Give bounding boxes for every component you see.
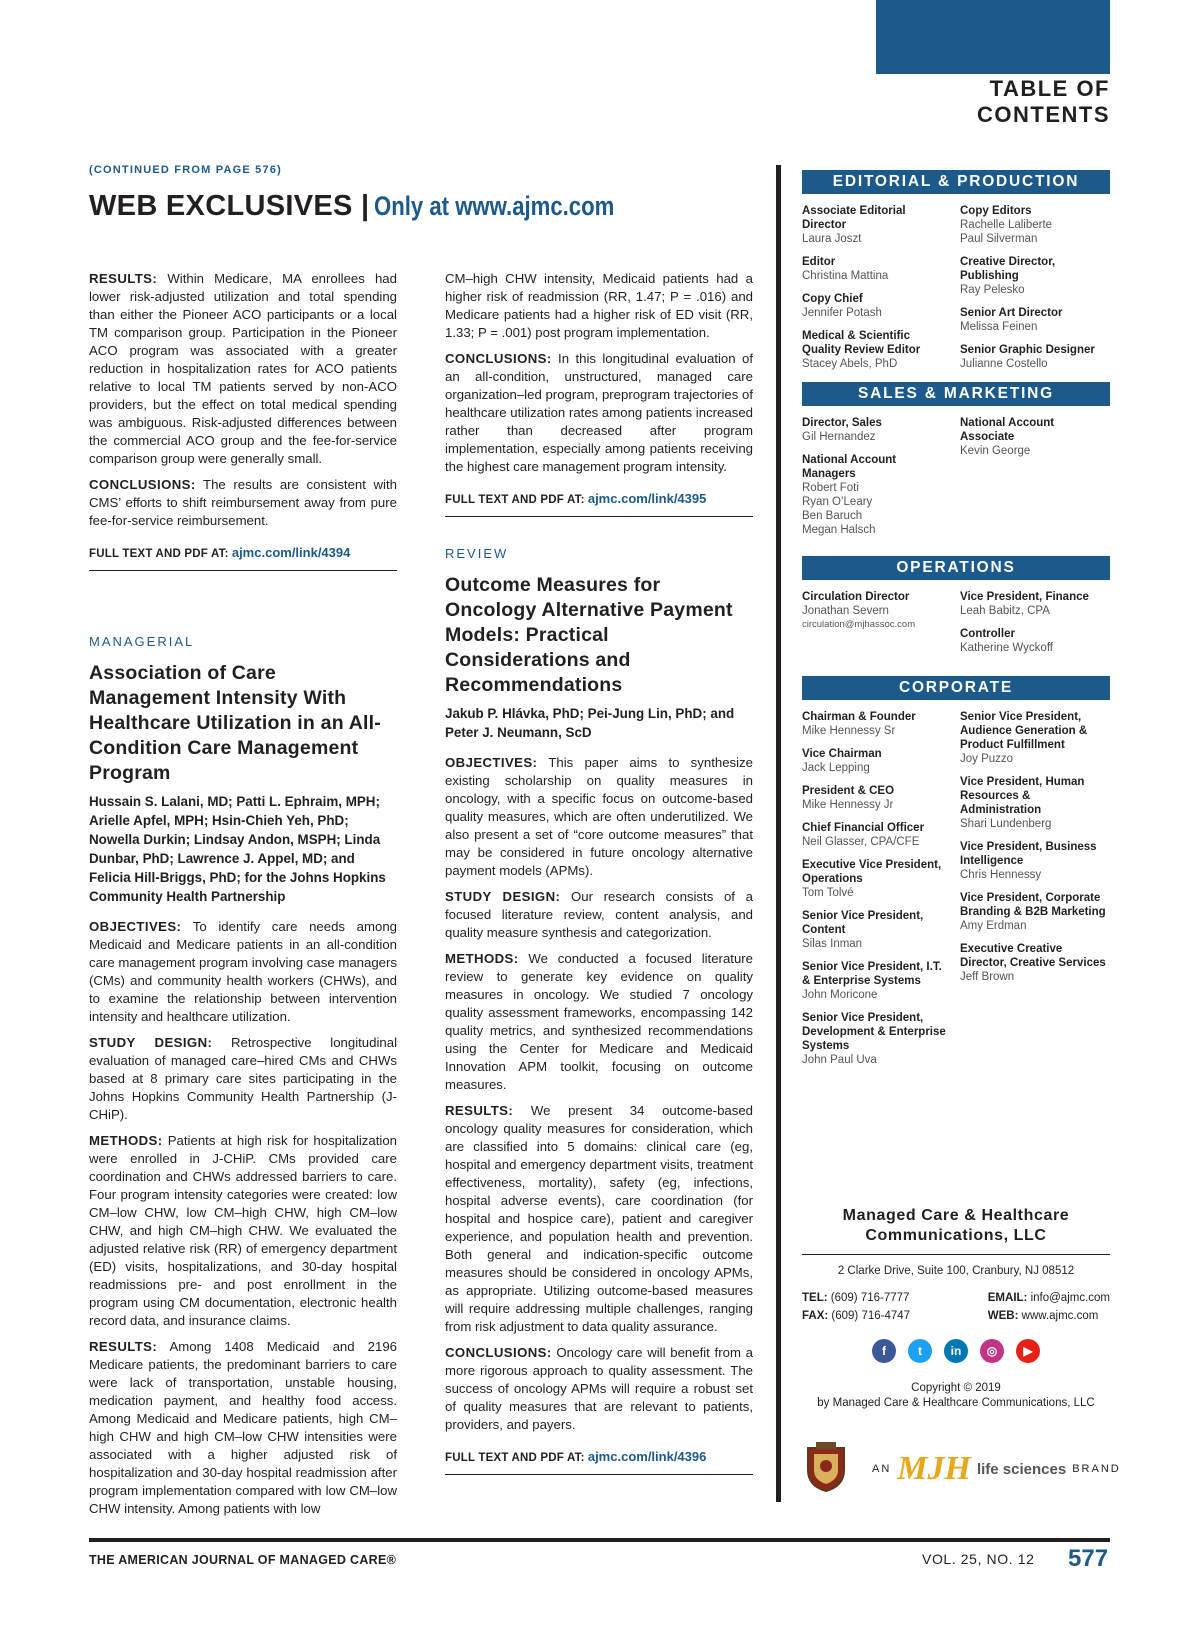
staff-role: Chairman & Founder bbox=[802, 711, 916, 723]
methods-label: METHODS: bbox=[445, 951, 519, 966]
twitter-icon[interactable]: t bbox=[908, 1339, 932, 1363]
continued-text: CM–high CHW intensity, Medicaid patients had a higher risk of readmission (RR, 1.47; P = .016) and Medicare patients had a higher risk of ED visit (RR, 1.33; P = .001) post program implementation. bbox=[445, 271, 753, 340]
study-design-label: STUDY DESIGN: bbox=[89, 1035, 213, 1050]
full-text-label: FULL TEXT AND PDF AT: bbox=[445, 1452, 585, 1464]
conclusions-label: CONCLUSIONS: bbox=[445, 1345, 552, 1360]
brand-text bbox=[872, 1452, 1121, 1486]
staff-name: Ray Pelesko bbox=[960, 284, 1025, 296]
masthead-section-corporate bbox=[802, 676, 1110, 1076]
copyright bbox=[802, 1381, 1110, 1411]
staff-entry bbox=[960, 627, 1110, 655]
staff-role: Medical & Scientific Quality Review Editor bbox=[802, 330, 921, 356]
volume-issue: VOL. 25, NO. 12 bbox=[922, 1551, 1035, 1567]
article-column-2 bbox=[445, 270, 753, 1475]
masthead-heading: OPERATIONS bbox=[802, 556, 1110, 580]
staff-role: Controller bbox=[960, 628, 1015, 640]
web-value[interactable]: www.ajmc.com bbox=[1021, 1310, 1099, 1322]
methods-label: METHODS: bbox=[89, 1133, 163, 1148]
staff-role: Vice Chairman bbox=[802, 748, 882, 760]
full-text-link-row bbox=[445, 1448, 753, 1475]
full-text-link-row bbox=[89, 544, 397, 571]
email-label: EMAIL: bbox=[987, 1292, 1028, 1304]
abstract-paragraph bbox=[445, 950, 753, 1094]
results-text: Among 1408 Medicaid and 2196 Medicare patients, the predominant barriers to care were lack of transportation, unstable housing, medication payment, and healthy food access. Among Medicaid and Medicare patients, high CM–high CHW and high CM–low CHW intensities were associated with a higher adjusted risk of hospitalization and 30-day hospital readmission after program implementation compared with low CM–low CHW intensity. Among patients with low bbox=[89, 1339, 397, 1516]
column-divider bbox=[776, 165, 781, 1502]
study-design-text: Retrospective longitudinal evaluation of managed care–hired CMs and CHWs based at 8 primary care sites participating in the Johns Hopkins Community Health Partnership (J-CHiP). bbox=[89, 1035, 398, 1122]
staff-name: Chris Hennessy bbox=[960, 869, 1042, 881]
brand-word: BRAND bbox=[1072, 1463, 1121, 1475]
contact-col-right bbox=[988, 1289, 1110, 1325]
staff-entry bbox=[802, 1011, 952, 1067]
journal-name: THE AMERICAN JOURNAL OF MANAGED CARE® bbox=[89, 1553, 397, 1567]
study-design-text: Our research consists of a focused literature review, content analysis, and quality measure synthesis and categorization. bbox=[445, 889, 753, 940]
masthead-heading: CORPORATE bbox=[802, 676, 1110, 700]
linkedin-icon[interactable]: in bbox=[944, 1339, 968, 1363]
staff-role: Creative Director, Publishing bbox=[960, 256, 1056, 282]
tel-row bbox=[802, 1289, 910, 1307]
continued-note: (CONTINUED FROM PAGE 576) bbox=[89, 164, 282, 176]
tel-label: TEL: bbox=[802, 1292, 828, 1304]
staff-role: Senior Art Director bbox=[960, 307, 1063, 319]
staff-name: Shari Lundenberg bbox=[960, 818, 1052, 830]
article-authors: Hussain S. Lalani, MD; Patti L. Ephraim, MPH; Arielle Apfel, MPH; Hsin-Chieh Yeh, PhD; Nowella Durkin; Lindsay Andon, MSPH; Linda Dunbar, PhD; Lawrence J. Appel, MD; and Felicia Hill-Briggs, PhD; for the Johns Hopkins Community Health Partnership bbox=[89, 794, 386, 904]
web-exclusives-title: WEB EXCLUSIVES | bbox=[89, 190, 370, 222]
abstract-paragraph bbox=[445, 1344, 753, 1434]
methods-text: We conducted a focused literature review to generate key evidence on quality measures in oncology. We studied 7 oncology quality assessment frameworks, encompassing 142 quality metrics, and synthesized recommendations using the Center for Medicare and Medicaid Innovation APM toolkit, focusing on outcome measures. bbox=[445, 951, 754, 1092]
objectives-label: OBJECTIVES: bbox=[445, 755, 538, 770]
masthead-column bbox=[802, 416, 952, 546]
staff-name: Amy Erdman bbox=[960, 920, 1027, 932]
staff-entry bbox=[802, 453, 952, 537]
staff-role: Copy Editors bbox=[960, 205, 1032, 217]
article-column-1 bbox=[89, 270, 397, 1526]
staff-name: Rachelle Laliberte Paul Silverman bbox=[960, 219, 1053, 245]
objectives-text: This paper aims to synthesize existing scholarship on quality measures in oncology, with a specific focus on outcome-based quality measures, which are often underutilized. We also present a set of “core outcome measures” that may be considered in future oncology alternative payment models (APMs). bbox=[445, 755, 753, 878]
abstract-paragraph bbox=[445, 270, 753, 342]
staff-entry bbox=[802, 329, 952, 371]
staff-name: Jeff Brown bbox=[960, 971, 1015, 983]
fax-value: (609) 716-4747 bbox=[831, 1310, 911, 1322]
staff-name: Melissa Feinen bbox=[960, 321, 1038, 333]
staff-role: Vice President, Finance bbox=[960, 591, 1089, 603]
abstract-paragraph bbox=[445, 754, 753, 880]
full-text-label: FULL TEXT AND PDF AT: bbox=[89, 548, 229, 560]
section-label: REVIEW bbox=[445, 546, 509, 561]
staff-entry bbox=[960, 942, 1110, 984]
staff-role: Chief Financial Officer bbox=[802, 822, 925, 834]
abstract-paragraph bbox=[89, 1034, 397, 1124]
staff-role: Editor bbox=[802, 256, 836, 268]
masthead-column bbox=[960, 416, 1110, 546]
company-address: 2 Clarke Drive, Suite 100, Cranbury, NJ 08512 bbox=[837, 1265, 1075, 1277]
company-info bbox=[802, 1206, 1110, 1411]
masthead-grid bbox=[802, 580, 1110, 664]
masthead-section-sales bbox=[802, 382, 1110, 546]
staff-role: National Account Associate bbox=[960, 417, 1055, 443]
abstract-paragraph bbox=[445, 1102, 753, 1336]
conclusions-text: In this longitudinal evaluation of an all-condition, unstructured, managed care organization–led program, preprogram trajectories of healthcare utilization rates among patients increased rather than decreased after program implementation, especially among patients receiving the highest care management program intensity. bbox=[445, 351, 753, 474]
results-label: RESULTS: bbox=[445, 1103, 514, 1118]
staff-name: Mike Hennessy Sr bbox=[802, 725, 896, 737]
staff-entry bbox=[802, 590, 952, 631]
web-label: WEB: bbox=[987, 1310, 1019, 1322]
staff-name: Christina Mattina bbox=[802, 270, 889, 282]
staff-email[interactable]: circulation@mjhassoc.com bbox=[802, 619, 916, 630]
tel-value: (609) 716-7777 bbox=[830, 1292, 910, 1304]
masthead-column bbox=[960, 204, 1110, 380]
staff-entry bbox=[960, 343, 1110, 371]
staff-name: Jonathan Severn bbox=[802, 605, 889, 617]
staff-entry bbox=[802, 204, 952, 246]
masthead-grid bbox=[802, 700, 1110, 1076]
staff-name: Kevin George bbox=[960, 445, 1031, 457]
conclusions-text: The results are consistent with CMS’ efforts to shift reimbursement away from pure fee-for-service reimbursement. bbox=[89, 477, 397, 528]
staff-role: Senior Vice President, Content bbox=[802, 910, 924, 936]
staff-name: Katherine Wyckoff bbox=[960, 642, 1054, 654]
masthead-grid bbox=[802, 194, 1110, 380]
staff-entry bbox=[802, 416, 952, 444]
staff-name: Stacey Abels, PhD bbox=[802, 358, 898, 370]
staff-role: Executive Vice President, Operations bbox=[802, 859, 942, 885]
staff-entry bbox=[802, 960, 952, 1002]
staff-entry bbox=[802, 292, 952, 320]
section-label: MANAGERIAL bbox=[89, 634, 195, 649]
staff-entry bbox=[960, 840, 1110, 882]
contact-col-left bbox=[802, 1289, 910, 1325]
masthead-section-operations bbox=[802, 556, 1110, 664]
masthead-heading: SALES & MARKETING bbox=[802, 382, 1110, 406]
staff-name: Julianne Costello bbox=[960, 358, 1048, 370]
staff-role: Vice President, Business Intelligence bbox=[960, 841, 1097, 867]
email-value[interactable]: info@ajmc.com bbox=[1030, 1292, 1110, 1304]
staff-role: Copy Chief bbox=[802, 293, 863, 305]
page-number: 577 bbox=[1068, 1545, 1109, 1572]
masthead-grid bbox=[802, 406, 1110, 546]
full-text-link-row bbox=[445, 490, 753, 517]
contact-details bbox=[802, 1289, 1110, 1325]
objectives-label: OBJECTIVES: bbox=[89, 919, 182, 934]
masthead-column bbox=[802, 710, 952, 1076]
abstract-paragraph bbox=[89, 918, 397, 1026]
staff-entry bbox=[802, 747, 952, 775]
staff-name: Mike Hennessy Jr bbox=[802, 799, 894, 811]
company-name: Managed Care & Healthcare Communications, LLC bbox=[802, 1206, 1110, 1255]
article-authors: Jakub P. Hlávka, PhD; Pei-Jung Lin, PhD; and Peter J. Neumann, ScD bbox=[445, 706, 735, 740]
abstract-paragraph bbox=[445, 350, 753, 476]
staff-role: Vice President, Corporate Branding & B2B Marketing bbox=[960, 892, 1106, 918]
abstract-paragraph bbox=[89, 1338, 397, 1518]
brand-an: AN bbox=[872, 1463, 892, 1475]
abstract-paragraph bbox=[89, 270, 397, 468]
copyright-line: by Managed Care & Healthcare Communications, LLC bbox=[817, 1397, 1095, 1409]
methods-text: Patients at high risk for hospitalization were enrolled in J-CHiP. CMs provided care coordination and CHWs addressed barriers to care. Four program intensity categories were created: low CM–low CHW, low CM–high CHW, high CM–low CHW, and high CM–high CHW. We evaluated the adjusted relative risk (RR) of emergency department (ED) visits, hospitalizations, and 30-day hospital readmissions pre- and post enrollment in the program using CM documentation, electronic health record data, and insurance claims. bbox=[89, 1133, 397, 1328]
web-exclusives-subtitle: Only at www.ajmc.com bbox=[373, 191, 615, 221]
full-text-link[interactable]: ajmc.com/link/4396 bbox=[587, 1449, 707, 1464]
staff-name: Jack Lepping bbox=[802, 762, 870, 774]
staff-entry bbox=[960, 416, 1110, 458]
staff-entry bbox=[960, 590, 1110, 618]
staff-name: John Moricone bbox=[802, 989, 878, 1001]
table-of-contents-title: TABLE OF CONTENTS bbox=[977, 76, 1110, 127]
masthead-column bbox=[802, 204, 952, 380]
staff-role: National Account Managers bbox=[802, 454, 897, 480]
staff-name: Laura Joszt bbox=[802, 233, 862, 245]
results-label: RESULTS: bbox=[89, 1339, 158, 1354]
header-color-tab bbox=[876, 0, 1110, 74]
full-text-link[interactable]: ajmc.com/link/4394 bbox=[231, 545, 351, 560]
staff-role: Executive Creative Director, Creative Services bbox=[960, 943, 1106, 969]
objectives-text: To identify care needs among Medicaid and Medicare patients in an all-condition care management program involving case managers (CMs) and community health workers (CHWs), and to examine the relationship between intervention intensity and healthcare utilization. bbox=[89, 919, 397, 1024]
staff-entry bbox=[802, 255, 952, 283]
youtube-icon[interactable]: ▶ bbox=[1016, 1339, 1040, 1363]
abstract-paragraph bbox=[89, 1132, 397, 1330]
masthead-heading: EDITORIAL & PRODUCTION bbox=[802, 170, 1110, 194]
staff-name: John Paul Uva bbox=[802, 1054, 877, 1066]
staff-role: Vice President, Human Resources & Administration bbox=[960, 776, 1085, 816]
conclusions-label: CONCLUSIONS: bbox=[89, 477, 196, 492]
conclusions-label: CONCLUSIONS: bbox=[445, 351, 552, 366]
abstract-paragraph bbox=[445, 888, 753, 942]
staff-name: Jennifer Potash bbox=[802, 307, 882, 319]
staff-entry bbox=[960, 306, 1110, 334]
staff-entry bbox=[960, 775, 1110, 831]
study-design-label: STUDY DESIGN: bbox=[445, 889, 561, 904]
facebook-icon[interactable]: f bbox=[872, 1339, 896, 1363]
brand-block bbox=[802, 1440, 1121, 1496]
staff-role: Senior Graphic Designer bbox=[960, 344, 1095, 356]
fax-row bbox=[802, 1307, 910, 1325]
results-text: We present 34 outcome-based oncology quality measures for consideration, which are classified into 5 domains: clinical care (eg, hospital and emergency department visits, treatment effectiveness, mortality), safety (eg, infections, hospital adverse events), care coordination (for hospital and hospice care), patient and caregiver experience, and population health and prevention. Both general and indication-specific outcome measures should be considered in oncology APMs, as appropriate. Utilizing outcome-based measures will require addressing multiple challenges, ranging from risk adjustment to data quality assurance. bbox=[445, 1103, 753, 1334]
fax-label: FAX: bbox=[802, 1310, 829, 1322]
web-row bbox=[988, 1307, 1110, 1325]
staff-entry bbox=[802, 710, 952, 738]
staff-entry bbox=[802, 821, 952, 849]
full-text-label: FULL TEXT AND PDF AT: bbox=[445, 494, 585, 506]
staff-role: Circulation Director bbox=[802, 591, 910, 603]
masthead-column bbox=[960, 590, 1110, 664]
staff-entry bbox=[960, 204, 1110, 246]
social-icons bbox=[802, 1339, 1110, 1363]
masthead-section-editorial bbox=[802, 170, 1110, 380]
staff-entry bbox=[802, 784, 952, 812]
staff-entry bbox=[960, 891, 1110, 933]
staff-name: Leah Babitz, CPA bbox=[960, 605, 1050, 617]
article-title: Association of Care Management Intensity With Healthcare Utilization in an All-Condition Care Management Program bbox=[89, 662, 381, 784]
staff-name: Gil Hernandez bbox=[802, 431, 876, 443]
staff-name: Joy Puzzo bbox=[960, 753, 1014, 765]
staff-entry bbox=[960, 255, 1110, 297]
staff-role: Senior Vice President, I.T. & Enterprise Systems bbox=[802, 961, 942, 987]
staff-entry bbox=[802, 909, 952, 951]
masthead bbox=[802, 170, 1110, 1076]
staff-name: Robert Foti Ryan O’Leary Ben Baruch Megan Halsch bbox=[802, 482, 876, 536]
masthead-column bbox=[802, 590, 952, 664]
staff-role: Associate Editorial Director bbox=[802, 205, 906, 231]
masthead-column bbox=[960, 710, 1110, 1076]
copyright-line: Copyright © 2019 bbox=[911, 1382, 1001, 1394]
staff-entry bbox=[802, 858, 952, 900]
results-label: RESULTS: bbox=[89, 271, 158, 286]
conclusions-text: Oncology care will benefit from a more rigorous approach to quality assessment. The success of oncology APMs will require a robust set of quality measures that are relevant to patients, providers, and payers. bbox=[445, 1345, 753, 1432]
instagram-icon[interactable]: ◎ bbox=[980, 1339, 1004, 1363]
staff-name: Silas Inman bbox=[802, 938, 863, 950]
full-text-link[interactable]: ajmc.com/link/4395 bbox=[587, 491, 707, 506]
web-exclusives-heading bbox=[89, 190, 667, 223]
staff-role: Senior Vice President, Development & Enterprise Systems bbox=[802, 1012, 946, 1052]
staff-entry bbox=[960, 710, 1110, 766]
results-text: Within Medicare, MA enrollees had lower risk-adjusted utilization and total spending than either the Pioneer ACO participants or a local TM comparison group. Participation in the Pioneer ACO program was associated with a greater reduction in hospitalization rates for ACO patients relative to local TM patients served by non-ACO providers, but the effect on total medical spending was ambiguous. Risk-adjusted differences between the commercial ACO group and the fee-for-service comparison group were generally small. bbox=[89, 271, 397, 466]
footer-rule bbox=[89, 1538, 1110, 1542]
abstract-paragraph bbox=[89, 476, 397, 530]
staff-role: Senior Vice President, Audience Generation & Product Fulfillment bbox=[960, 711, 1088, 751]
article-title: Outcome Measures for Oncology Alternative Payment Models: Practical Considerations and Recommendations bbox=[445, 574, 733, 696]
staff-name: Tom Tolvé bbox=[802, 887, 854, 899]
mjh-logo: MJH bbox=[897, 1450, 971, 1487]
life-sciences-text: life sciences bbox=[976, 1460, 1067, 1478]
crest-logo-icon bbox=[802, 1440, 850, 1492]
staff-role: President & CEO bbox=[802, 785, 895, 797]
email-row bbox=[988, 1289, 1110, 1307]
staff-role: Director, Sales bbox=[802, 417, 882, 429]
staff-name: Neil Glasser, CPA/CFE bbox=[802, 836, 920, 848]
